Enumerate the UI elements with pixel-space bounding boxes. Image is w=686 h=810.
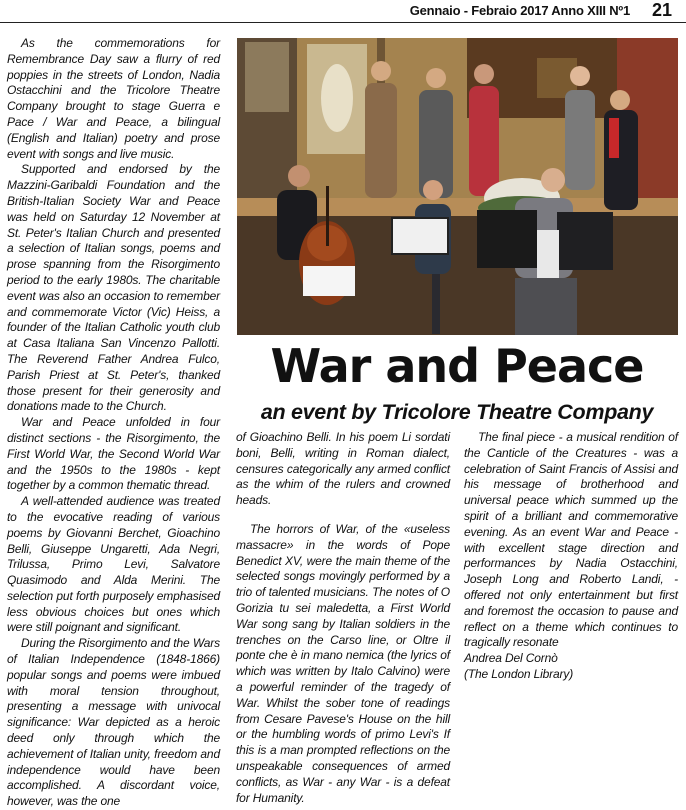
paragraph: Supported and endorsed by the Mazzini-Garibaldi Foundation and the British-Italian Society War and Peace was held on Saturday 12 November at St. Peter's Italian Church and presented a selection of Italian songs, poems and prose spanning from the Risorgimento period to the early 1980s. The charitable event was also an occasion to remember and commemorate Victor (Vic) Heiss, a founder of the Italian Catholic youth club at Casa Italiana San Vincenzo Pallotti. The Reverend Father Andrea Fulco, Parish Priest at St. Peter's, thanked those present for their generosity and donations made to the Church. [7, 162, 220, 414]
author-name: Andrea Del Cornò [464, 651, 558, 666]
paragraph: A well-attended audience was treated to the evocative reading of various poems by Giovanni Berchet, Gioachino Belli, Giuseppe Ungaretti, Ada Negri, Trilussa, Primo Levi, Salvatore Quasimodo and Alda Merini. The selection put forth purposely emphasised less obvious choices but ones which were still poignant and significant. [7, 494, 220, 635]
paragraph: As the commemorations for Remembrance Day saw a flurry of red poppies in the streets of London, Nadia Ostacchini and the Tricolore Theatre Company brought to stage Guerra e Pace / War and Peace, a bilingual (English and Italian) poetry and prose event with songs and live music. [7, 36, 220, 161]
article-title: War and Peace [270, 339, 644, 393]
author-affiliation: (The London Library) [464, 666, 574, 681]
article-subtitle: an event by Tricolore Theatre Company [260, 400, 654, 424]
paragraph: During the Risorgimento and the Wars of Italian Independence (1848-1866) popular songs and poems were imbued with moral tension throughout, presenting a message with univocal significance: War depicted as a heroic deed only through which the achievement of Italian unity, freedom and independence would have been accomplished. A discordant voice, however, was the one [7, 636, 220, 809]
article-column-2 [236, 430, 450, 806]
paragraph: of Gioachino Belli. In his poem Li sordati boni, Belli, writing in Roman dialect, censures categorically any armed conflict as the whim of the rulers and crowned heads. [236, 430, 450, 508]
paragraph: The final piece - a musical rendition of the Canticle of the Creatures - was a celebration of Saint Francis of Assisi and his message of brotherhood and universal peace which summed up the spirit of a brilliant and commemorative evening. As an event War and Peace - with excellent stage direction and performances by Nadia Ostacchini, Joseph Long and Roberto Landi, - offered not only entertainment but first and foremost the occasion to pause and reflect on a theme which continues to tragically resonate [464, 430, 678, 650]
event-photo-illustration [237, 38, 678, 335]
page-header [0, 0, 686, 23]
paragraph: The horrors of War, of the «useless massacre» in the words of Pope Benedict XV, were the main theme of the selected songs movingly performed by a trio of talented musicians. The notes of O Gorizia tu sei maledetta, a First World War song sang by Italian soldiers in the trenches on the Carso line, or Oltre il ponte che è in mano nemica (the lyrics of which was written by Italo Calvino) were a powerful reminder of the tragedy of War. Whilst the sober tone of readings from Cesare Pavese's House on the hill or the humbling words of primo Levi's If this is a man prompted reflections on the unspeakable consequences of armed conflicts, as War - any War - is a defeat for Humanity. [236, 521, 450, 805]
issue-label: Gennaio - Febraio 2017 Anno XIII Nº1 [409, 3, 630, 18]
page-number: 21 [651, 0, 672, 20]
article-column-1 [7, 36, 220, 810]
paragraph: War and Peace unfolded in four distinct sections - the Risorgimento, the First World War, the Second World War and the 1950s to the 1980s - kept together by a common thematic thread. [7, 415, 220, 493]
event-photo [237, 38, 678, 335]
article-column-3 [464, 430, 678, 683]
